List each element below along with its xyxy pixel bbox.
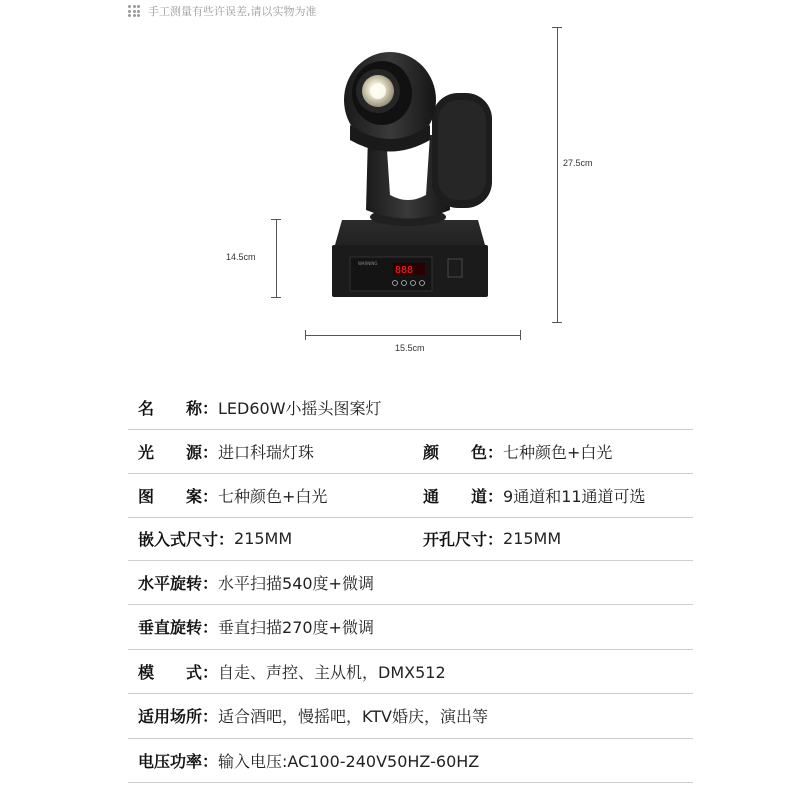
spec-row-name	[128, 385, 693, 430]
spec-label: 垂直旋转：	[138, 618, 219, 637]
spec-value: 水平扫描540度+微调	[218, 573, 374, 593]
dimension-height-base-label: 14.5cm	[226, 252, 256, 262]
spec-value: 七种颜色+白光	[218, 486, 328, 506]
spec-value: 垂直扫描270度+微调	[218, 618, 374, 637]
spec-label: 适用场所：	[138, 707, 219, 726]
spec-value: 215MM	[234, 529, 293, 548]
spec-row-size	[128, 517, 693, 561]
moving-head-light-image	[320, 45, 500, 305]
grid-dots-icon	[128, 5, 142, 17]
spec-label: 模 式：	[138, 662, 219, 682]
spec-row-mode	[128, 649, 693, 694]
spec-row-pattern-channel	[128, 473, 693, 518]
spec-label: 名 称：	[138, 398, 219, 418]
dimension-height-total-label: 27.5cm	[563, 158, 593, 168]
spec-row-light-source-color	[128, 429, 693, 474]
spec-value: LED60W小摇头图案灯	[218, 398, 382, 418]
spec-row-venue	[128, 693, 693, 739]
spec-label: 电压功率：	[138, 751, 219, 771]
spec-label: 开孔尺寸：	[423, 530, 504, 549]
spec-label: 光 源：	[138, 442, 219, 462]
spec-label: 图 案：	[138, 486, 219, 506]
spec-value: 9通道和11通道可选	[503, 486, 646, 506]
spec-value: 适合酒吧，慢摇吧，KTV婚庆，演出等	[218, 707, 488, 726]
spec-value: 自走、声控、主从机，DMX512	[218, 662, 446, 682]
spec-label: 通 道：	[423, 486, 504, 506]
spec-row-h-rotation	[128, 560, 693, 605]
spec-label: 水平旋转：	[138, 573, 219, 593]
led-display: 888	[395, 265, 414, 276]
spec-row-v-rotation	[128, 604, 693, 650]
spec-label: 嵌入式尺寸：	[138, 530, 235, 549]
measurement-note-text: 手工测量有些许误差,请以实物为准	[148, 5, 317, 18]
panel-title: WARNING	[358, 261, 378, 266]
spec-value: 七种颜色+白光	[503, 442, 613, 462]
spec-value: 215MM	[503, 529, 562, 548]
spec-value: 进口科瑞灯珠	[218, 442, 315, 462]
spec-row-power	[128, 738, 693, 783]
spec-label: 颜 色：	[423, 442, 504, 462]
dimension-width-label: 15.5cm	[395, 343, 425, 353]
measurement-note	[128, 3, 317, 19]
spec-value: 输入电压:AC100-240V50HZ-60HZ	[218, 751, 480, 771]
